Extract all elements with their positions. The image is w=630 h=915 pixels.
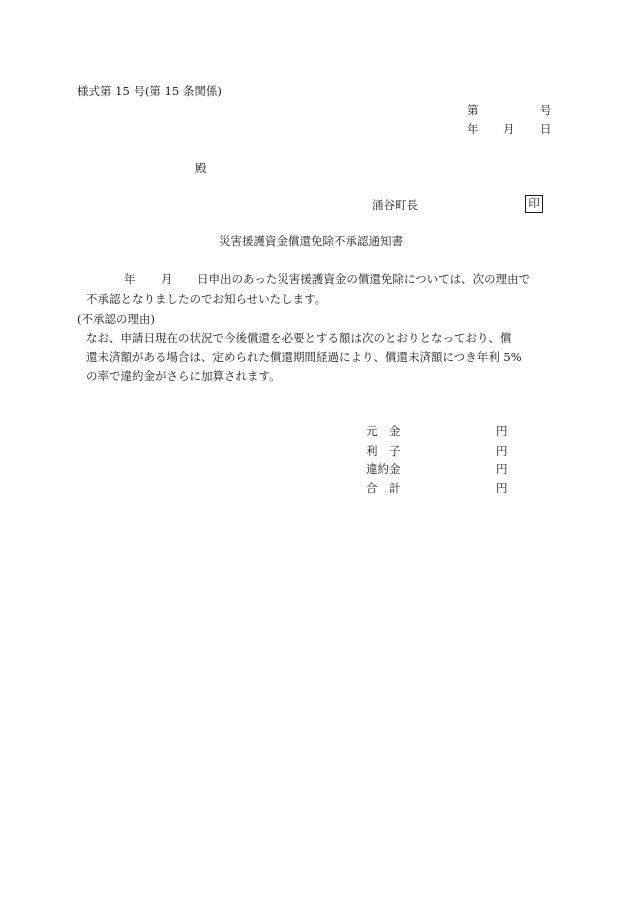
document-number-suffix: 号: [540, 103, 552, 117]
paragraph-2-line-1: なお、申請日現在の状況で今後償還を必要とする額は次のとおりとなっており、償: [86, 331, 512, 345]
form-number: 様式第 15 号(第 15 条関係): [77, 84, 222, 98]
penalty-unit: 円: [496, 462, 508, 476]
total-unit: 円: [496, 481, 508, 495]
para1-text: 日申出のあった災害援護資金の償還免除については、次の理由で: [197, 272, 531, 286]
principal-label: 元 金: [366, 424, 401, 438]
issuer-title: 涌谷町長: [372, 198, 418, 212]
reason-heading: (不承認の理由): [77, 312, 155, 326]
penalty-label: 違約金: [366, 462, 401, 476]
para1-year-label: 年: [124, 272, 136, 286]
document-number-prefix: 第: [467, 103, 479, 117]
total-label: 合 計: [366, 481, 401, 495]
interest-unit: 円: [496, 444, 508, 458]
date-month-label: 月: [503, 122, 515, 136]
date-year-label: 年: [467, 122, 479, 136]
principal-unit: 円: [496, 424, 508, 438]
date-day-label: 日: [540, 122, 552, 136]
addressee-honorific: 殿: [195, 161, 207, 175]
paragraph-2-line-3: の率で違約金がさらに加算されます。: [86, 369, 281, 383]
paragraph-2-line-2: 還未済額がある場合は、定められた償還期間経過により、償還未済額につき年利 5%: [86, 350, 522, 364]
document-title: 災害援護資金償還免除不承認通知書: [219, 234, 403, 248]
para1-month-label: 月: [161, 272, 173, 286]
paragraph-1-line-2: 不承認となりましたのでお知らせいたします。: [86, 292, 327, 306]
interest-label: 利 子: [366, 444, 401, 458]
seal-mark: 印: [525, 195, 543, 213]
